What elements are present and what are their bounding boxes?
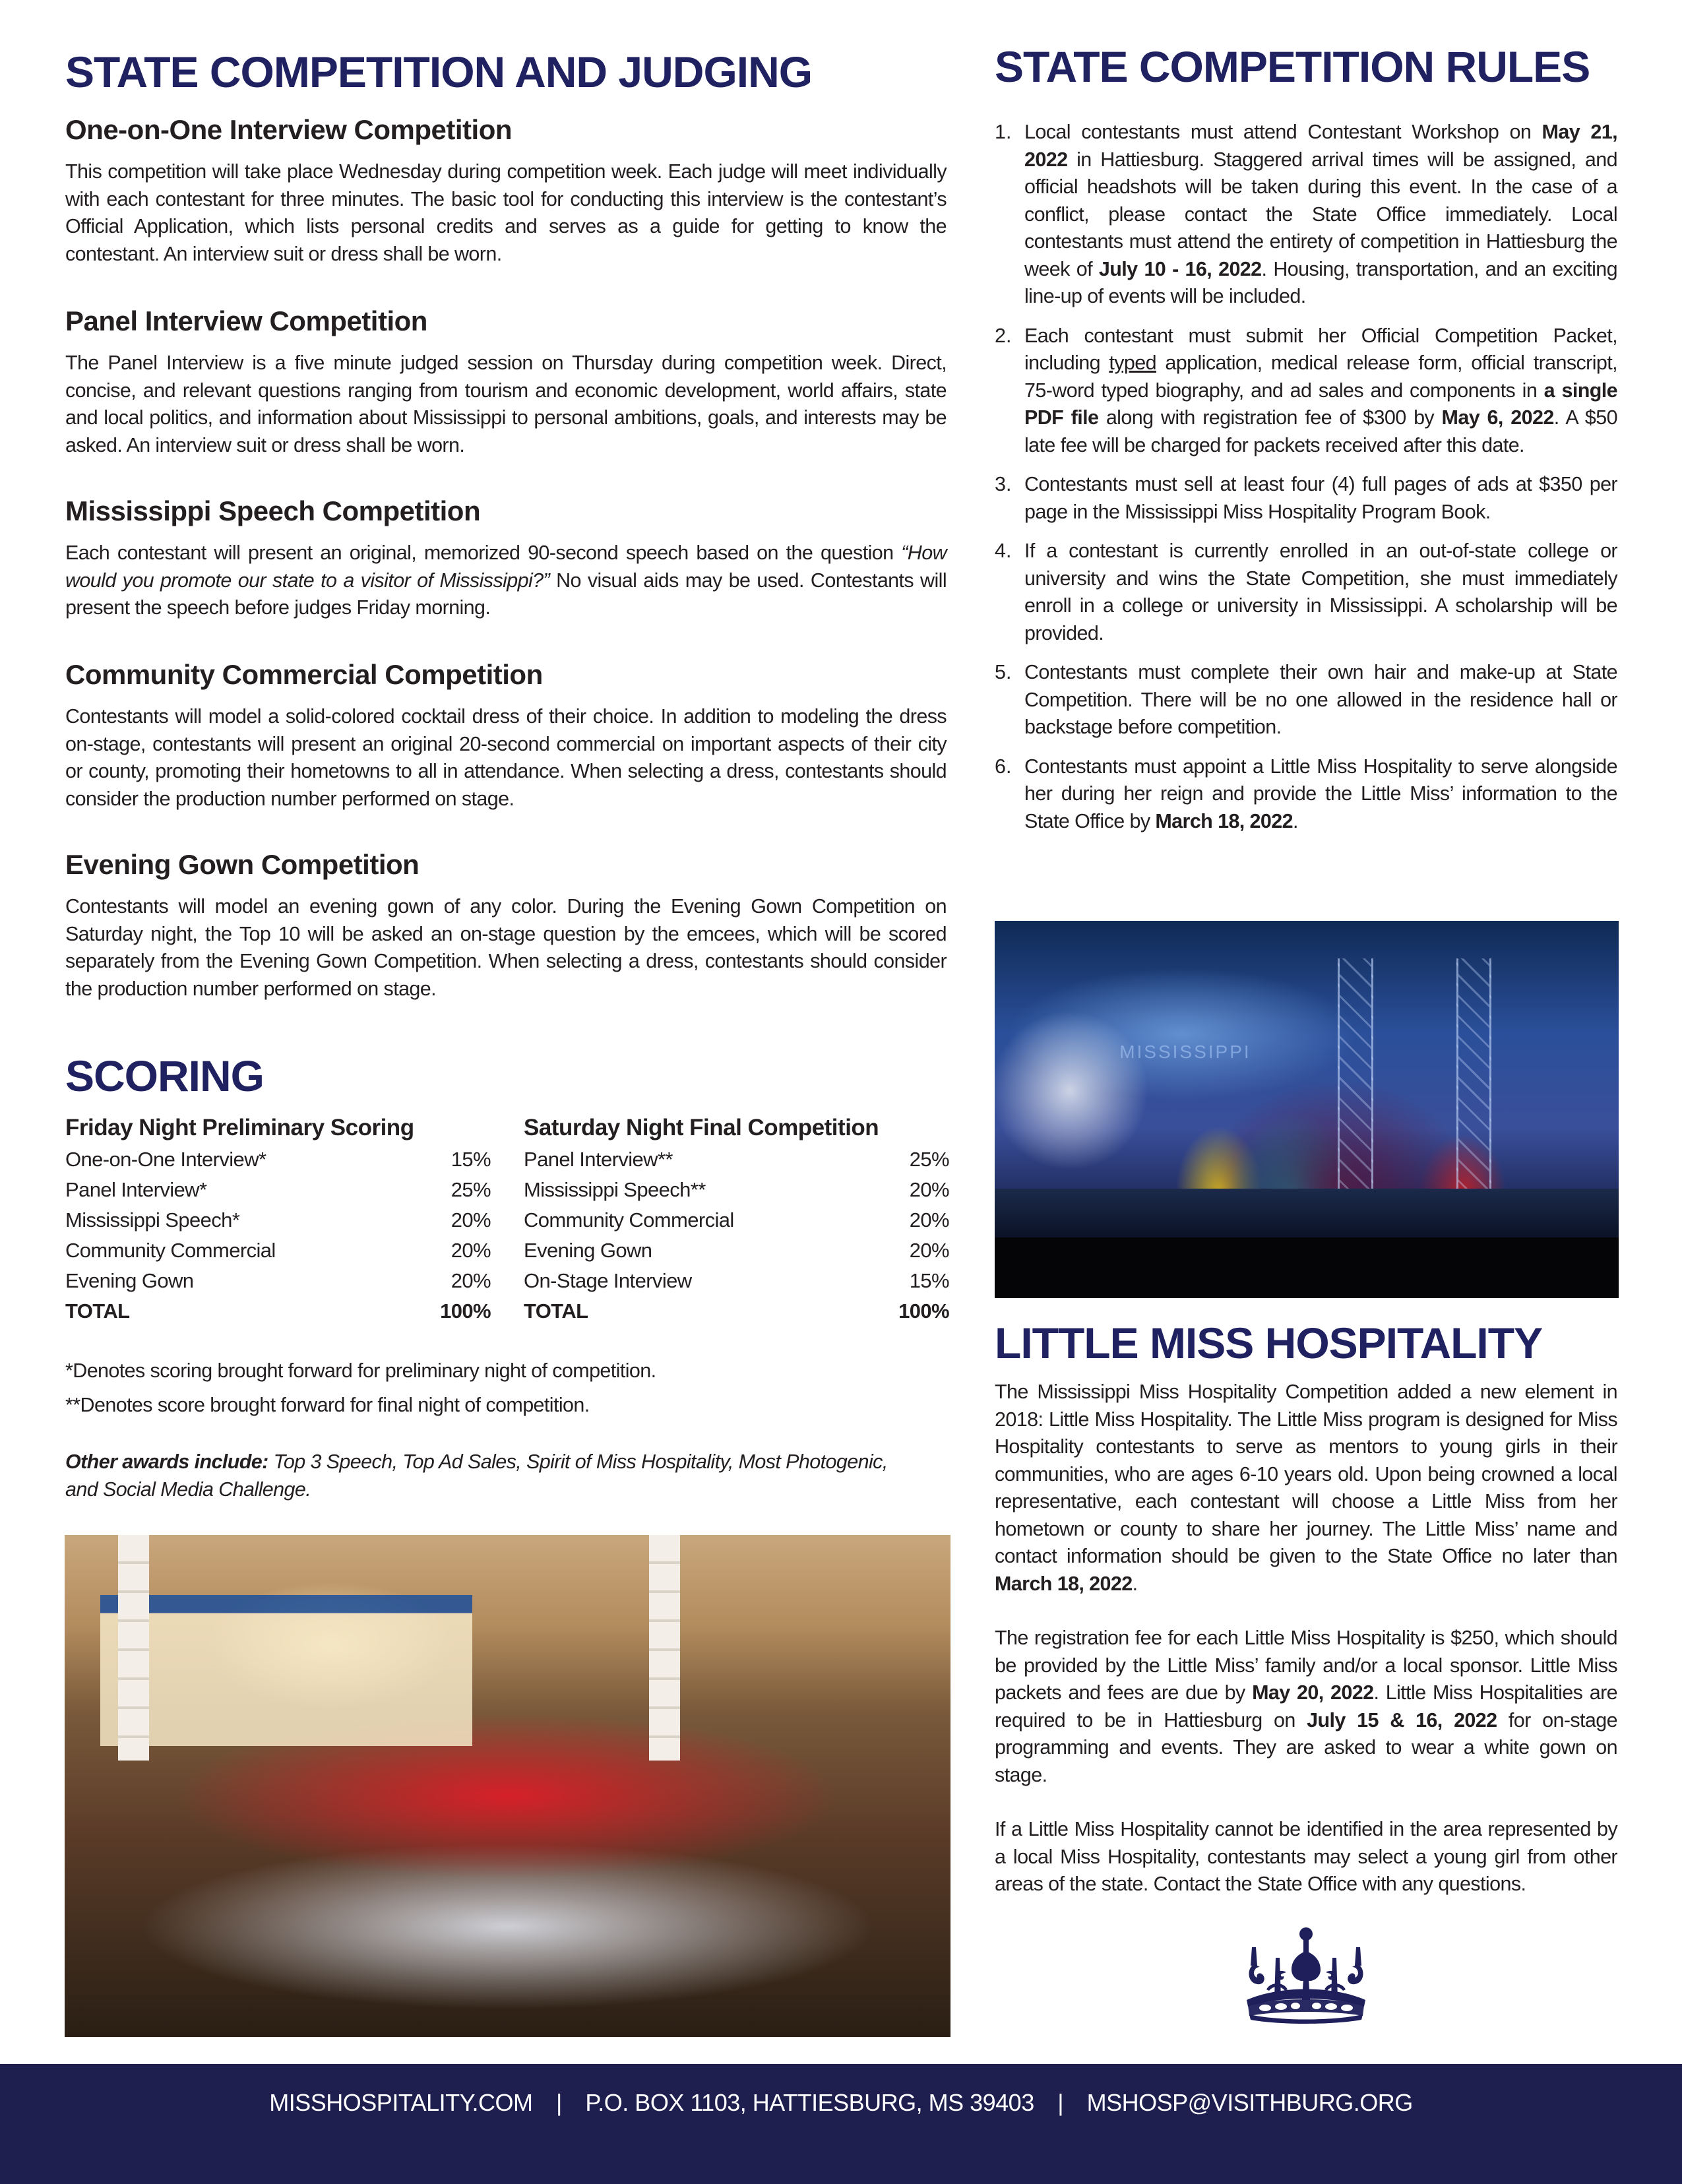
- score-value: 20%: [909, 1208, 949, 1232]
- rules-list: [995, 119, 1617, 847]
- rule-number: 6.: [995, 755, 1012, 778]
- total-label: TOTAL: [524, 1299, 588, 1323]
- friday-scoring-heading: Friday Night Preliminary Scoring: [65, 1115, 414, 1140]
- photo-pillar: [649, 1535, 680, 1761]
- highlight-date: May 21, 2022: [1024, 121, 1617, 171]
- crown-icon: [1240, 1926, 1372, 2032]
- body-text: . Housing, transportation, and an exciting line-up of events will be included.: [1024, 257, 1617, 307]
- other-awards: [65, 1449, 923, 1503]
- section-heading: One-on-One Interview Competition: [65, 114, 513, 145]
- section-panel-interview: [65, 306, 947, 459]
- body-text: Contestants must complete their own hair and make-up at State Competition. There will be no one allowed in the residence hall or backstage before competition.: [1024, 661, 1617, 738]
- rule-item: [995, 538, 1617, 647]
- rule-number: 5.: [995, 661, 1012, 683]
- footnote-preliminary: *Denotes scoring brought forward for preliminary night of competition.: [65, 1359, 656, 1382]
- body-text: in Hattiesburg. Staggered arrival times will be assigned, and official headshots will be taken during this event. In the case of a conflict, please contact the State Office immediately. Local contestants must attend the entirety of competition in Hattiesburg the week of: [1024, 148, 1617, 280]
- footer-address: P.O. BOX 1103, HATTIESBURG, MS 39403: [585, 2089, 1034, 2116]
- score-label: Mississippi Speech*: [65, 1208, 240, 1232]
- rule-number: 3.: [995, 473, 1012, 495]
- rule-item: [995, 323, 1617, 460]
- group-photo: [65, 1535, 950, 2037]
- section-heading: Evening Gown Competition: [65, 849, 420, 880]
- body-text: . Little Miss Hospitalities are required to be in Hattiesburg on: [995, 1681, 1617, 1732]
- highlight-date: July 15 & 16, 2022: [1307, 1708, 1497, 1732]
- footer-separator: |: [556, 2089, 562, 2116]
- rule-text: [1024, 753, 1617, 836]
- section-heading: Panel Interview Competition: [65, 305, 427, 336]
- rules-title: STATE COMPETITION RULES: [995, 42, 1590, 91]
- highlight-date: July 10 - 16, 2022: [1098, 257, 1262, 280]
- friday-scoring-table: [65, 1116, 491, 1326]
- rule-item: [995, 659, 1617, 741]
- score-value: 15%: [451, 1148, 491, 1171]
- total-value: 100%: [898, 1299, 949, 1323]
- score-row: [524, 1175, 949, 1205]
- body-text: Contestants must appoint a Little Miss Hospitality to serve alongside her during her reign and provide the Little Miss’ information to the State Office by: [1024, 755, 1617, 832]
- stage-truss: [1456, 958, 1491, 1222]
- stage-photo: [995, 921, 1619, 1298]
- score-value: 20%: [909, 1239, 949, 1262]
- little-miss-paragraph: [995, 1625, 1617, 1789]
- body-text: . A $50 late fee will be charged for packets received after this date.: [1024, 406, 1617, 456]
- rule-number: 4.: [995, 540, 1012, 562]
- stage-floor: [995, 1237, 1619, 1298]
- footer-bar: [0, 2064, 1682, 2184]
- body-text: If a Little Miss Hospitality cannot be identified in the area represented by a local Miss Hospitality, contestants may select a young girl from other areas of the state. Contact the State Office with any questions.: [995, 1818, 1617, 1895]
- score-label: Evening Gown: [65, 1269, 194, 1292]
- stage-truss: [1338, 958, 1373, 1222]
- section-body: The Panel Interview is a five minute judged session on Thursday during competition week. Direct, concise, and relevant questions ranging from tourism and economic development, world affairs, state and local politics, and information about Mississippi to personal ambitions, goals, and interests may be asked. An interview suit or dress shall be worn.: [65, 352, 947, 456]
- photo-pillar: [118, 1535, 149, 1761]
- body-text: .: [1293, 809, 1298, 832]
- section-heading: Mississippi Speech Competition: [65, 495, 481, 526]
- scoring-title: SCORING: [65, 1051, 265, 1100]
- score-value: 15%: [909, 1269, 949, 1292]
- rule-item: [995, 119, 1617, 311]
- body-text: Local contestants must attend Contestant Workshop on: [1024, 121, 1542, 143]
- saturday-scoring-heading: Saturday Night Final Competition: [524, 1115, 879, 1140]
- footnote-final: **Denotes score brought forward for final night of competition.: [65, 1394, 590, 1416]
- rule-number: 1.: [995, 121, 1012, 143]
- rule-item: [995, 471, 1617, 526]
- rule-text: [1024, 659, 1617, 741]
- judging-title: STATE COMPETITION AND JUDGING: [65, 47, 813, 96]
- scoring-footnotes: [65, 1354, 947, 1422]
- section-heading: Community Commercial Competition: [65, 659, 543, 690]
- score-row: [65, 1235, 491, 1266]
- speech-body-text: Each contestant will present an original, memorized 90-second speech based on the question: [65, 542, 902, 565]
- score-row: [65, 1205, 491, 1235]
- score-row: [65, 1144, 491, 1175]
- score-value: 20%: [451, 1239, 491, 1262]
- saturday-scoring-table: [524, 1116, 949, 1326]
- score-label: Community Commercial: [524, 1208, 734, 1232]
- score-value: 25%: [451, 1178, 491, 1201]
- body-text: Contestants must sell at least four (4) full pages of ads at $350 per page in the Mississippi Miss Hospitality Program Book.: [1024, 473, 1617, 523]
- highlight-date: May 20, 2022: [1252, 1681, 1374, 1704]
- other-awards-label: Other awards include:: [65, 1451, 268, 1473]
- section-one-on-one: [65, 115, 947, 268]
- footer-website-link[interactable]: MISSHOSPITALITY.COM: [269, 2089, 533, 2116]
- footer-contact-line: [0, 2089, 1682, 2117]
- speech-question: “How would you promote our state to a visitor of Mississippi?”: [65, 542, 947, 592]
- body-text: .: [1132, 1572, 1138, 1595]
- highlight-date: March 18, 2022: [995, 1572, 1133, 1595]
- score-value: 20%: [451, 1269, 491, 1292]
- rule-number: 2.: [995, 324, 1012, 347]
- photo-storefront: [100, 1595, 472, 1745]
- little-miss-paragraph: [995, 1379, 1617, 1598]
- footer-email-link[interactable]: MSHOSP@VISITHBURG.ORG: [1086, 2089, 1413, 2116]
- score-label: On-Stage Interview: [524, 1269, 692, 1292]
- body-text: for on-stage programming and events. They are asked to wear a white gown on stage.: [995, 1708, 1617, 1786]
- score-label: Evening Gown: [524, 1239, 652, 1262]
- score-row: [65, 1266, 491, 1296]
- score-label: Community Commercial: [65, 1239, 276, 1262]
- score-row: [524, 1266, 949, 1296]
- other-awards-list: Top 3 Speech, Top Ad Sales, Spirit of Miss Hospitality, Most Photogenic, and Social Media Challenge.: [65, 1451, 888, 1501]
- section-body: Contestants will model a solid-colored cocktail dress of their choice. In addition to modeling the dress on-stage, contestants will present an original 20-second commercial on important aspects of their city or county, promoting their hometowns to all in attendance. When selecting a dress, contestants should consider the production number performed on stage.: [65, 705, 947, 810]
- score-value: 25%: [909, 1148, 949, 1171]
- score-row: [524, 1144, 949, 1175]
- score-value: 20%: [451, 1208, 491, 1232]
- body-text: The registration fee for each Little Miss Hospitality is $250, which should be provided by the Little Miss’ family and/or a local sponsor. Little Miss packets and fees are due by: [995, 1627, 1617, 1704]
- section-community-commercial: [65, 660, 947, 813]
- score-row: [524, 1205, 949, 1235]
- little-miss-body: [995, 1379, 1617, 1925]
- backdrop-text: MISSISSIPPI: [1119, 1042, 1251, 1063]
- little-miss-title: LITTLE MISS HOSPITALITY: [995, 1319, 1543, 1367]
- score-label: Mississippi Speech**: [524, 1178, 706, 1201]
- saturday-total-row: [524, 1296, 949, 1326]
- section-speech: [65, 496, 947, 622]
- body-text: If a contestant is currently enrolled in an out-of-state college or university and wins the State Competition, she must immediately enroll in a college or university in Mississippi. A scholarship will be provided.: [1024, 540, 1617, 644]
- friday-total-row: [65, 1296, 491, 1326]
- score-row: [65, 1175, 491, 1205]
- stage-edge: [995, 1189, 1619, 1237]
- score-value: 20%: [909, 1178, 949, 1201]
- little-miss-paragraph: [995, 1816, 1617, 1898]
- rule-text: [1024, 119, 1617, 311]
- highlight-date: May 6, 2022: [1441, 406, 1554, 429]
- score-label: One-on-One Interview*: [65, 1148, 266, 1171]
- total-value: 100%: [440, 1299, 491, 1323]
- section-body: Contestants will model an evening gown of any color. During the Evening Gown Competition on Saturday night, the Top 10 will be asked an on-stage question by the emcees, which will be scored separately from the Evening Gown Competition. When selecting a dress, contestants should consider the production number performed on stage.: [65, 895, 947, 1000]
- score-row: [524, 1235, 949, 1266]
- section-body: [65, 540, 947, 622]
- body-text: Each contestant must submit her Official Competition Packet, including: [1024, 324, 1617, 374]
- speech-body-text: No visual aids may be used. Contestants will present the speech before judges Friday morning.: [65, 569, 947, 619]
- body-text: application, medical release form, official transcript, 75-word typed biography, and ad sales and components in: [1024, 352, 1617, 402]
- highlight-date: a single PDF file: [1024, 379, 1617, 429]
- highlight-date: March 18, 2022: [1155, 809, 1293, 832]
- score-label: Panel Interview*: [65, 1178, 207, 1201]
- rule-text: [1024, 323, 1617, 460]
- total-label: TOTAL: [65, 1299, 130, 1323]
- rule-text: [1024, 471, 1617, 526]
- underlined-text: typed: [1109, 352, 1156, 374]
- score-label: Panel Interview**: [524, 1148, 673, 1171]
- section-body: This competition will take place Wednesday during competition week. Each judge will meet individually with each contestant for three minutes. The basic tool for conducting this interview is the contestant’s Official Application, which lists personal credits and serves as a guide for getting to know the contestant. An interview suit or dress shall be worn.: [65, 160, 947, 265]
- body-text: The Mississippi Miss Hospitality Competition added a new element in 2018: Little Miss Hospitality. The Little Miss program is designed for Miss Hospitality contestants to serve as mentors to young girls in their communities, who are ages 6-10 years old. Upon being crowned a local representative, each contestant will choose a Little Miss from her hometown or county to share her journey. The Little Miss’ name and contact information should be given to the State Office no later than: [995, 1381, 1617, 1567]
- body-text: along with registration fee of $300 by: [1098, 406, 1442, 429]
- footer-separator: |: [1057, 2089, 1064, 2116]
- section-evening-gown: [65, 850, 947, 1003]
- rule-text: [1024, 538, 1617, 647]
- rule-item: [995, 753, 1617, 836]
